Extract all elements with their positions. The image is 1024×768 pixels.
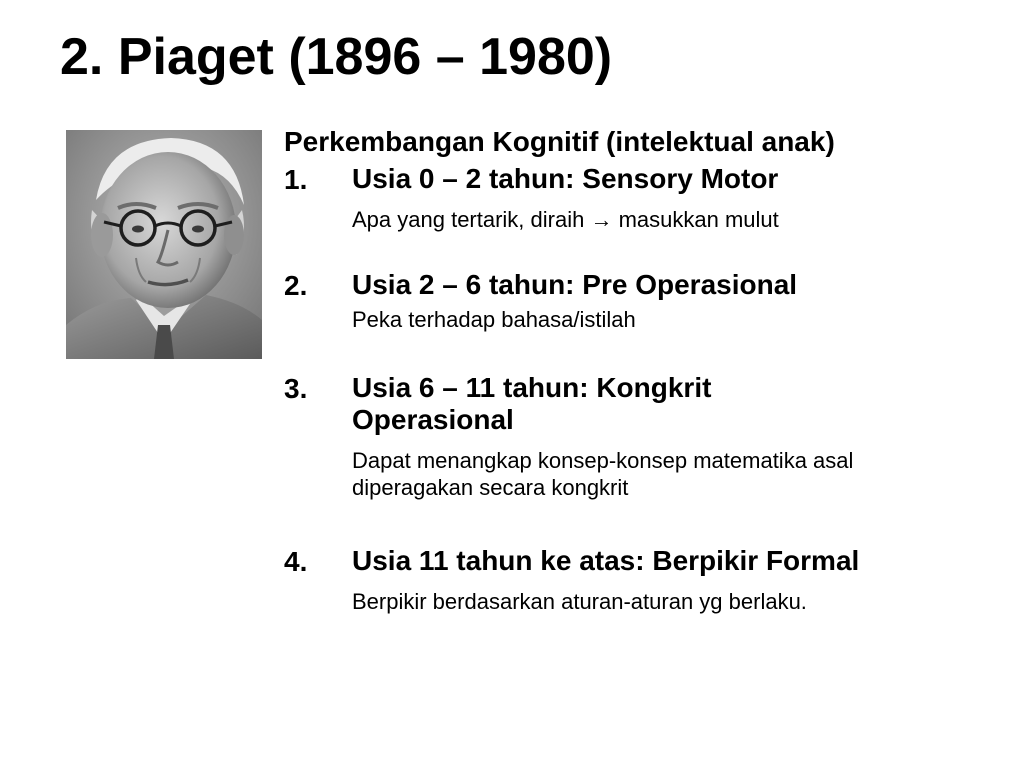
- list-item-number: 1.: [284, 163, 308, 195]
- list-item: [284, 163, 1004, 234]
- list-item: [284, 372, 1004, 501]
- piaget-portrait-photo: [66, 130, 262, 359]
- list-item-number: 4.: [284, 545, 308, 577]
- list-item-description: Dapat menangkap konsep-konsep matematika asal diperagakan secara kongkrit: [352, 448, 854, 500]
- content-block: [284, 125, 1004, 615]
- list-item-description: Apa yang tertarik, diraih → masukkan mulut: [352, 206, 779, 232]
- slide-title: 2. Piaget (1896 – 1980): [60, 28, 613, 86]
- section-heading: Perkembangan Kognitif (intelektual anak): [284, 126, 835, 157]
- list-item-number: 3.: [284, 372, 308, 404]
- list-item-title: Usia 2 – 6 tahun: Pre Operasional: [352, 269, 798, 301]
- list-item-description: Peka terhadap bahasa/istilah: [352, 307, 636, 333]
- list-item-title: Usia 11 tahun ke atas: Berpikir Formal: [352, 544, 860, 576]
- list-item-title: Usia 0 – 2 tahun: Sensory Motor: [352, 162, 779, 194]
- list-item: [284, 269, 1004, 334]
- list-item-title: Usia 6 – 11 tahun: Kongkrit Operasional: [352, 371, 712, 435]
- list-item-number: 2.: [284, 270, 308, 302]
- list-item-description: Berpikir berdasarkan aturan-aturan yg berlaku.: [352, 589, 807, 615]
- list-item: [284, 545, 1004, 616]
